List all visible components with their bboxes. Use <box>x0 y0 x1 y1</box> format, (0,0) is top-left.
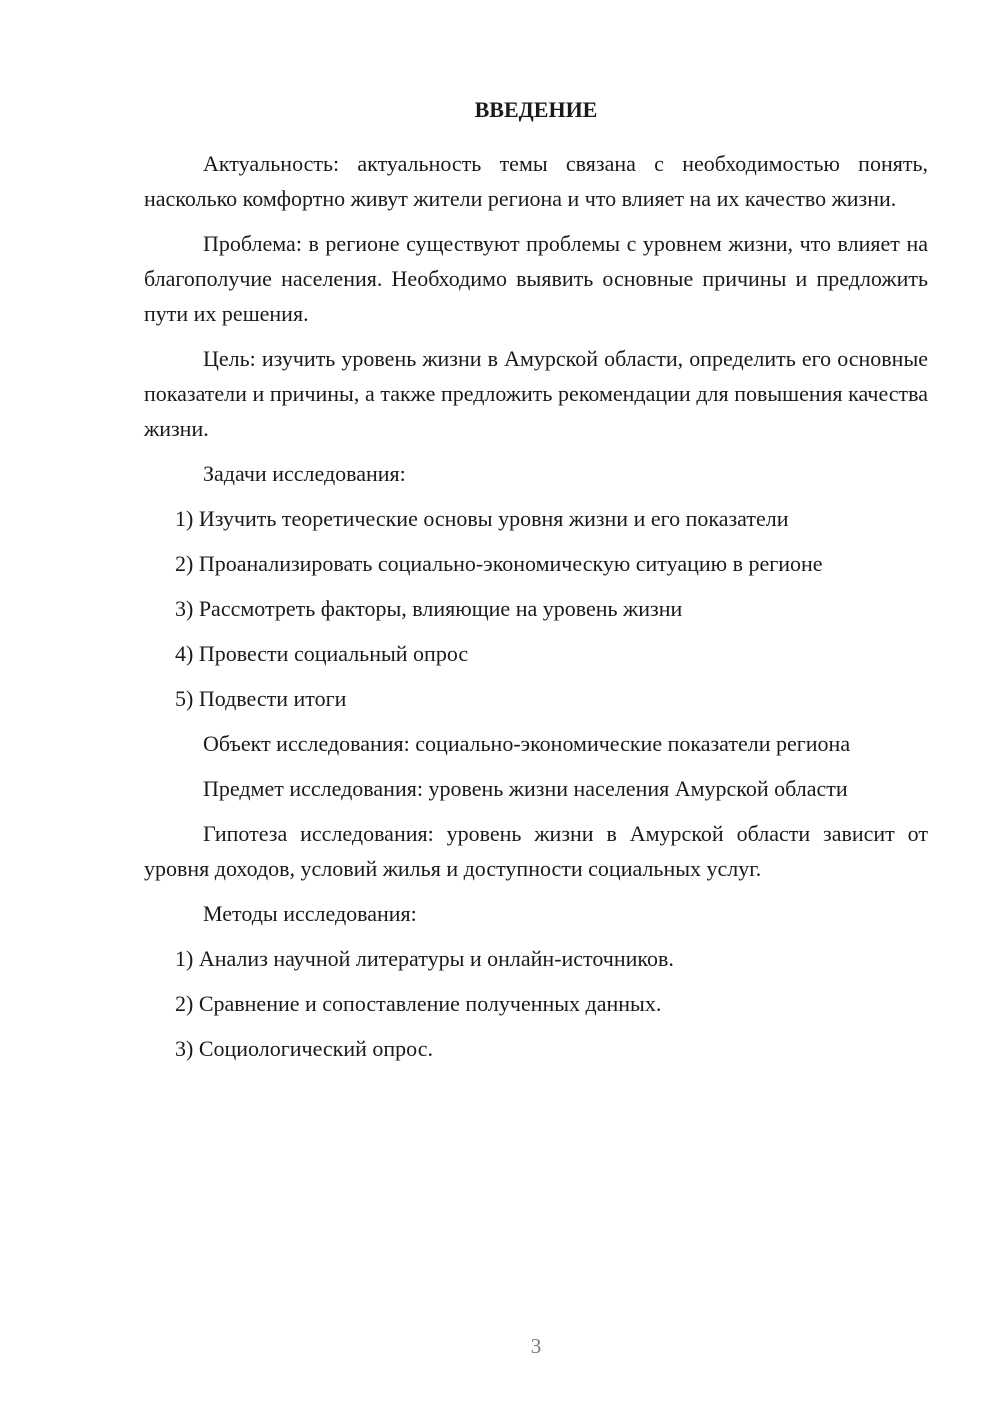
hypothesis-paragraph: Гипотеза исследования: уровень жизни в Амурской области зависит от уровня доходов, условий жилья и доступности социальных услуг. <box>144 821 928 881</box>
document-title: ВВЕДЕНИЕ <box>474 97 598 122</box>
tasks-list <box>144 501 928 716</box>
page-content <box>144 92 928 1066</box>
task-item: 3) Рассмотреть факторы, влияющие на уровень жизни <box>175 596 683 621</box>
relevance-paragraph: Актуальность: актуальность темы связана с необходимостью понять, насколько комфортно живут жители региона и что влияет на их качество жизни. <box>144 151 928 211</box>
method-item: 2) Сравнение и сопоставление полученных данных. <box>175 991 662 1016</box>
object-paragraph: Объект исследования: социально-экономические показатели региона <box>203 731 851 756</box>
subject-paragraph: Предмет исследования: уровень жизни населения Амурской области <box>203 776 848 801</box>
task-item: 5) Подвести итоги <box>175 686 347 711</box>
task-item: 2) Проанализировать социально-экономическую ситуацию в регионе <box>175 551 823 576</box>
method-item: 1) Анализ научной литературы и онлайн-источников. <box>175 946 674 971</box>
goal-paragraph: Цель: изучить уровень жизни в Амурской области, определить его основные показатели и причины, а также предложить рекомендации для повышения качества жизни. <box>144 346 928 441</box>
methods-list <box>144 941 928 1066</box>
methods-heading: Методы исследования: <box>203 901 417 926</box>
tasks-heading: Задачи исследования: <box>203 461 406 486</box>
task-item: 1) Изучить теоретические основы уровня жизни и его показатели <box>175 506 789 531</box>
method-item: 3) Социологический опрос. <box>175 1036 433 1061</box>
page-number: 3 <box>530 1334 542 1358</box>
problem-paragraph: Проблема: в регионе существуют проблемы с уровнем жизни, что влияет на благополучие населения. Необходимо выявить основные причины и предложить пути их решения. <box>144 231 928 326</box>
task-item: 4) Провести социальный опрос <box>175 641 469 666</box>
